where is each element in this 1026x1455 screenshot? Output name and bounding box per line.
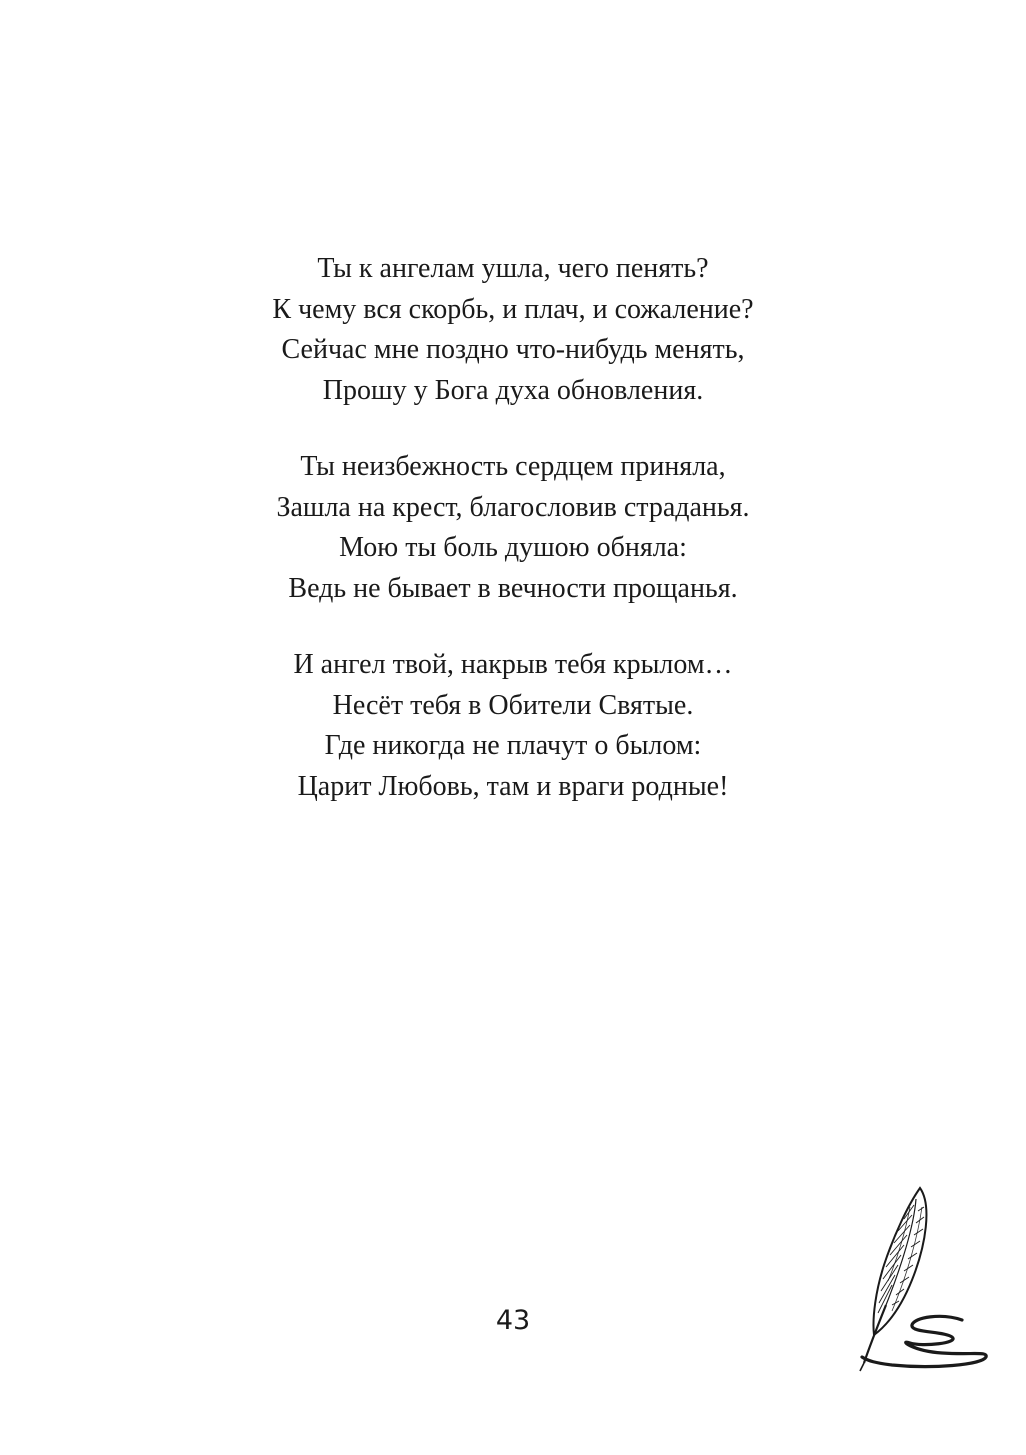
poem-line: Сейчас мне поздно что-нибудь менять, xyxy=(281,334,745,365)
poem-line: Зашла на крест, благословив страданья. xyxy=(276,491,750,523)
poem-line: К чему вся скорбь, и плач, и сожаление? xyxy=(272,293,754,325)
poem-line: Прошу у Бога духа обновления. xyxy=(322,374,704,406)
poem xyxy=(0,249,1026,843)
quill-pen-icon xyxy=(852,1185,1002,1385)
poem-line: И ангел твой, накрыв тебя крылом… xyxy=(293,649,733,680)
stanza-1 xyxy=(0,249,1026,411)
page-number: 43 xyxy=(495,1305,531,1336)
stanza-3 xyxy=(0,645,1026,807)
poem-line: Несёт тебя в Обители Святые. xyxy=(332,689,694,721)
poem-line: Царит Любовь, там и враги родные! xyxy=(297,770,729,802)
poem-line: Ты неизбежность сердцем приняла, xyxy=(300,451,726,482)
poem-line: Ведь не бывает в вечности прощанья. xyxy=(288,572,738,604)
poem-line: Мою ты боль душою обняла: xyxy=(339,532,687,563)
poem-line: Ты к ангелам ушла, чего пенять? xyxy=(317,253,709,284)
stanza-2 xyxy=(0,447,1026,609)
poem-line: Где никогда не плачут о былом: xyxy=(324,730,702,761)
